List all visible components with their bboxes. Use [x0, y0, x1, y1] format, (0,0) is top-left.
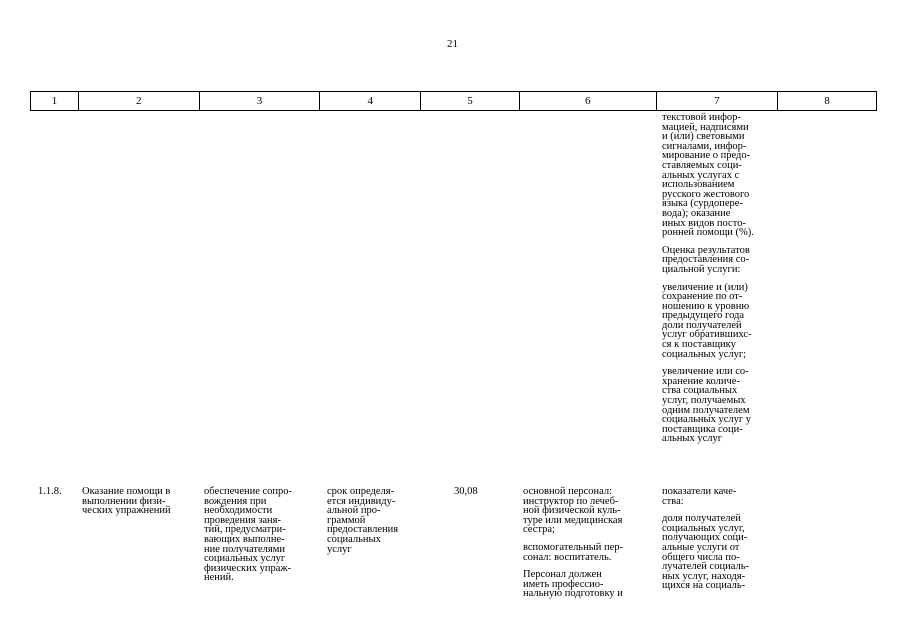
paragraph: [523, 570, 623, 599]
header-cell-2: 2: [78, 92, 199, 110]
header-cell-3: 3: [199, 92, 320, 110]
paragraph: [662, 487, 749, 506]
text-line: мацией, надписями: [662, 121, 749, 133]
text-line: доля получателей: [662, 513, 741, 525]
text-line: Оказание помощи в: [82, 486, 171, 497]
text-line: хранение количе-: [662, 375, 740, 387]
text-line: срок определя-: [327, 486, 395, 497]
text-line: иных видов посто-: [662, 217, 746, 229]
text-line: альные услуги от: [662, 541, 740, 553]
text-line: лучателей социаль-: [662, 561, 749, 573]
text-line: вождения при: [204, 495, 267, 507]
text-line: предоставления со-: [662, 254, 750, 266]
text-line: альных услуг: [662, 433, 723, 445]
text-line: русского жестового: [662, 188, 750, 200]
text-line: граммой: [327, 514, 366, 526]
text-line: ных услуг, находя-: [662, 570, 746, 582]
paragraph: [662, 514, 749, 591]
text-line: ставляемых соци-: [662, 159, 742, 171]
text-line: вающих выполне-: [204, 533, 285, 545]
text-line: сонал: воспитатель.: [523, 551, 612, 563]
service-tariff: 30,08: [454, 486, 478, 497]
paragraph: [523, 543, 623, 562]
text-line: показатели каче-: [662, 486, 737, 497]
text-line: альной про-: [327, 505, 381, 517]
text-line: получающих соци-: [662, 532, 748, 544]
header-cell-1: 1: [51, 95, 58, 107]
text-line: нений.: [204, 572, 234, 584]
header-cell-5: 5: [420, 92, 519, 110]
text-line: социальных: [327, 533, 381, 545]
text-line: ся к поставщику: [662, 339, 736, 351]
paragraph: [662, 367, 754, 444]
text-line: Оценка результатов: [662, 244, 750, 256]
text-line: обеспечение сопро-: [204, 486, 293, 497]
text-line: основной персонал:: [523, 486, 613, 497]
text-line: услуг: [327, 543, 352, 555]
continued-column-7: [662, 113, 754, 452]
text-line: вспомогательный пер-: [523, 541, 624, 553]
text-line: ства социальных: [662, 385, 738, 397]
text-line: ронней помощи (%).: [662, 227, 754, 239]
text-line: использованием: [662, 179, 735, 191]
text-line: ется индивиду-: [327, 495, 396, 507]
text-line: предыдущего года: [662, 310, 745, 322]
text-line: социальных услуг: [204, 553, 286, 565]
text-line: выполнении физи-: [82, 495, 166, 507]
text-line: услуг обратившихс-: [662, 329, 752, 341]
text-line: текстовой инфор-: [662, 112, 741, 123]
text-line: туре или медицинская: [523, 514, 623, 526]
paragraph: [662, 246, 754, 275]
text-line: предоставления: [327, 524, 399, 536]
text-line: щихся на социаль-: [662, 580, 746, 592]
text-line: физических упраж-: [204, 562, 292, 574]
text-line: ношению к уровню: [662, 300, 750, 312]
page-number: 21: [447, 38, 458, 50]
text-line: тий, предусматри-: [204, 524, 286, 536]
text-line: социальных услуг у: [662, 414, 752, 426]
text-line: инструктор по лечеб-: [523, 495, 619, 507]
paragraph: [662, 283, 754, 360]
text-line: социальных услуг;: [662, 348, 747, 360]
text-line: сохранение по от-: [662, 291, 743, 303]
header-cell-6: 6: [519, 92, 656, 110]
text-line: сигналами, инфор-: [662, 140, 747, 152]
text-line: альных услугах с: [662, 169, 740, 181]
paragraph: [523, 487, 623, 535]
service-term: [327, 487, 398, 554]
text-line: ческих упражнений: [82, 505, 171, 517]
service-indicators: [662, 487, 749, 599]
text-line: вода); оказание: [662, 207, 731, 219]
header-cell-4: 4: [319, 92, 420, 110]
text-line: иметь профессио-: [523, 578, 604, 590]
text-line: ства:: [662, 495, 684, 507]
text-line: одним получателем: [662, 404, 750, 416]
table-header-row: [30, 91, 877, 111]
text-line: услуг, получаемых: [662, 395, 746, 407]
text-line: языка (сурдопере-: [662, 198, 743, 210]
text-line: сестра;: [523, 524, 555, 536]
text-line: Персонал должен: [523, 569, 602, 581]
header-cell-8: 8: [777, 92, 876, 110]
text-line: и (или) световыми: [662, 131, 745, 143]
text-line: нальную подготовку и: [523, 588, 623, 600]
text-line: циальной услуги:: [662, 263, 741, 275]
text-line: мирование о предо-: [662, 150, 751, 162]
text-line: ние получателями: [204, 543, 285, 555]
text-line: поставщика соци-: [662, 423, 743, 435]
text-line: социальных услуг,: [662, 522, 745, 534]
text-line: ной физической куль-: [523, 505, 621, 517]
text-line: увеличение и (или): [662, 281, 748, 293]
text-line: доли получателей: [662, 319, 742, 331]
text-line: проведения заня-: [204, 514, 281, 526]
paragraph: [662, 113, 754, 238]
service-name: [82, 487, 171, 516]
header-cell-7: 7: [656, 92, 778, 110]
text-line: общего числа по-: [662, 551, 740, 563]
text-line: необходимости: [204, 505, 273, 517]
text-line: увеличение или со-: [662, 366, 749, 378]
row-number: 1.1.8.: [38, 486, 62, 497]
service-description: [204, 487, 292, 583]
service-staff: [523, 487, 623, 607]
